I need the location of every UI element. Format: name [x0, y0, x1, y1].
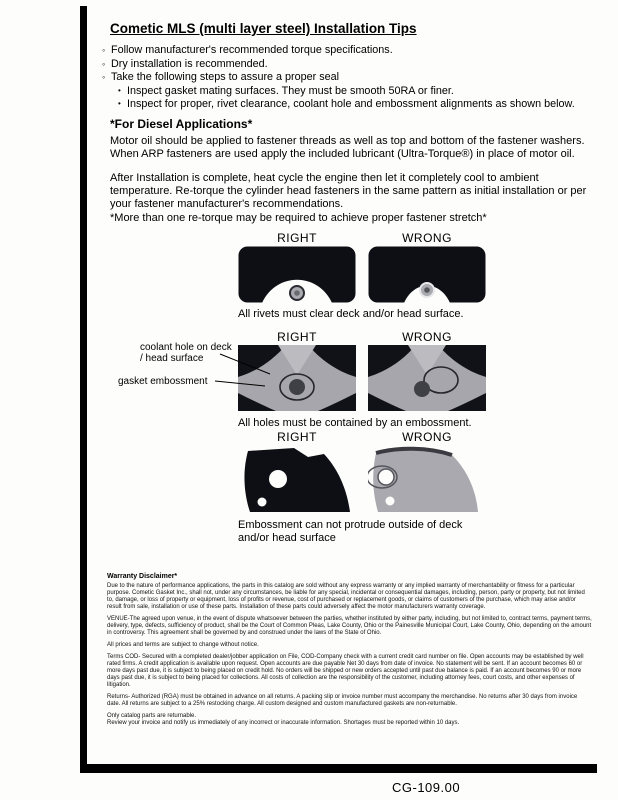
rivet-right-illustration	[238, 246, 356, 303]
embossment-right-illustration	[238, 345, 356, 411]
tip-text: Dry installation is recommended.	[111, 57, 268, 70]
coolant-hole-callout: coolant hole on deck / head surface	[140, 342, 232, 364]
page-title: Cometic MLS (multi layer steel) Installation Tips	[110, 21, 417, 36]
retorque-note: *More than one re-torque may be required to achieve proper fastener stretch*	[110, 212, 487, 224]
catalog-page-code: CG-109.00	[392, 780, 461, 795]
hollow-bullet-icon: ◦	[102, 72, 106, 82]
venue-paragraph: VENUE-The agreed upon venue, in the event of dispute whatsoever between the parties, whether instituted by either party, including, but not limited to, contract terms, payment terms, delivery, type, defects, sufficiency of product, shall be the Court of Common Pleas, Lake County, Ohio or the Painesville Municipal Court, Lake County, Ohio, depending on the amount in controversy. This agreement shall be governed by and construed under the laws of the State of Ohio.	[107, 616, 592, 636]
page-border-left	[80, 6, 87, 766]
diagram-caption-row3: Embossment can not protrude outside of deck and/or head surface	[238, 519, 463, 544]
warranty-paragraph: Due to the nature of performance applications, the parts in this catalog are sold without any express warranty or any implied warranty of merchantability or fitness for a particular purpose. Cometic Gasket Inc., shall not, under any circumstances, be liable for any special, incidental or consequential damages, including, person, party or property, but not limited to, damage, or loss of property or equipment, loss of profits or revenue, cost of purchased or replacement goods, or claims of customers of the purchase, which may arise and/or result from sale, installation or use of these parts. Installation of these parts could adversely affect the motor manufacturers warranty coverage.	[107, 583, 585, 610]
protrusion-right-illustration	[238, 445, 356, 515]
right-label-row2: RIGHT	[277, 330, 317, 344]
filled-bullet-icon: •	[118, 85, 121, 95]
right-label-row3: RIGHT	[277, 430, 317, 444]
wrong-label-row3: WRONG	[402, 430, 452, 444]
diagram-caption-row2: All holes must be contained by an embossment.	[238, 417, 472, 429]
warranty-fine-print	[107, 583, 592, 732]
rivet-right-diagram	[238, 246, 356, 303]
diagram-caption-row1: All rivets must clear deck and/or head surface.	[238, 308, 464, 320]
tip-text: Inspect gasket mating surfaces. They must be smooth 50RA or finer.	[127, 84, 454, 97]
embossment-right-diagram	[238, 345, 356, 411]
rivet-wrong-illustration	[368, 246, 486, 303]
wrong-label-row1: WRONG	[402, 231, 452, 245]
protrusion-wrong-diagram	[368, 445, 486, 515]
list-item	[118, 98, 588, 110]
tip-text: Take the following steps to assure a proper seal	[111, 71, 340, 83]
tip-text: Inspect for proper, rivet clearance, coolant hole and embossment alignments as shown below.	[127, 98, 575, 110]
wrong-label-row2: WRONG	[402, 330, 452, 344]
protrusion-right-diagram	[238, 445, 356, 515]
list-item	[102, 58, 588, 70]
embossment-wrong-illustration	[368, 345, 486, 411]
catalog-parts-line: Only catalog parts are returnable.	[107, 713, 197, 719]
list-item	[118, 85, 588, 97]
rivet-wrong-diagram	[368, 246, 486, 303]
gasket-embossment-callout: gasket embossment	[118, 376, 208, 387]
hollow-bullet-icon: ◦	[102, 58, 106, 69]
returns-paragraph: Returns- Authorized (RGA) must be obtained in advance on all returns. A packing slip or invoice number must accompany the merchandise. No returns after 30 days from invoice date. All returns are subject to a 25% restocking charge. All custom designed and custom manufactured gaskets are non-returnable.	[107, 694, 578, 707]
terms-paragraph: Terms COD- Secured with a completed dealer/jobber application on File, COD-Company check with a current credit card number on file. Open accounts may be established by well rated firms. A credit application is available upon request. Open accounts are due payable Net 30 days from date of invoice. No statement will be sent. If an account becomes 60 or more days past due, it is subject to being placed on credit hold. No orders will be shipped or new orders accepted until past due balance is paid. If an account becomes 90 or more days past due, it is subject to being placed for collections. All costs of collection are the responsibility of the customer, including attorney fees, court costs, and other expenses of litigation.	[107, 654, 584, 688]
prices-paragraph: All prices and terms are subject to change without notice.	[107, 642, 259, 648]
page-border-bottom	[80, 764, 597, 773]
review-invoice-line: Review your invoice and notify us immediately of any incorrect or inaccurate information. Shortages must be reported within 10 days.	[107, 720, 460, 726]
embossment-wrong-diagram	[368, 345, 486, 411]
warranty-disclaimer-heading: Warranty Disclaimer*	[107, 573, 178, 580]
hollow-bullet-icon: ◦	[102, 45, 106, 55]
right-label-row1: RIGHT	[277, 231, 317, 245]
tip-text: Follow manufacturer's recommended torque specifications.	[111, 44, 393, 56]
diesel-paragraph-1: Motor oil should be applied to fastener threads as well as top and bottom of the fastener washers. When ARP fasteners are used apply the included lubricant (Ultra-Torque®) in place of motor oil.	[110, 135, 585, 160]
list-item	[102, 44, 588, 56]
list-item	[102, 71, 588, 83]
filled-bullet-icon: •	[118, 99, 121, 108]
diesel-paragraph-2: After Installation is complete, heat cycle the engine then let it completely cool to ambient temperature. Re-torque the cylinder head fasteners in the same pattern as initial installation or per your fastener manufacturer's recommendations.	[110, 172, 587, 210]
installation-tips-list	[102, 44, 588, 112]
diesel-applications-heading: *For Diesel Applications*	[110, 117, 253, 131]
protrusion-wrong-illustration	[368, 445, 486, 515]
